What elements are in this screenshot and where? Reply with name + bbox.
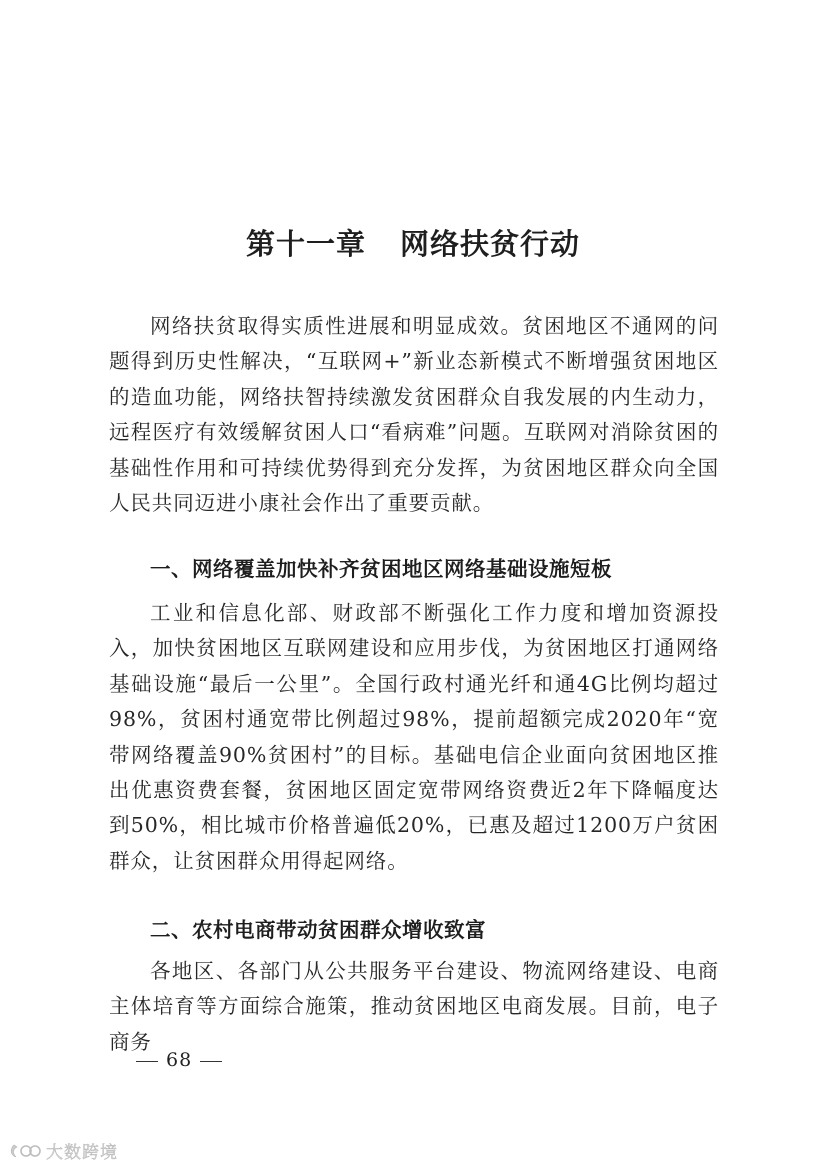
page-number [128,1049,230,1071]
watermark-text: 大数跨境 [46,1143,118,1163]
chapter-number-label: 第十一章 [245,227,366,261]
chapter-title [0,222,826,263]
page-number-dash-left [136,1061,158,1062]
section-network-coverage-paragraph: 工业和信息化部、财政部不断强化工作力度和增加资源投入，加快贫困地区互联网建设和应用步伐，为贫困地区打通网络基础设施“最后一公里”。全国行政村通光纤和通4G比例均超过98%，贫困村通宽带比例超过98%，提前超额完成2020年“宽带网络覆盖90%贫困村”的目标。基础电信企业面向贫困地区推出优惠资费套餐，贫困地区固定宽带网络资费近2年下降幅度达到50%，相比城市价格普遍低20%，已惠及超过1200万户贫困群众，让贫困群众用得起网络。 [109,601,719,873]
page-number-dash-right [200,1061,222,1062]
section-heading-network-coverage: 一、网络覆盖加快补齐贫困地区网络基础设施短板 [150,557,612,581]
intro-paragraph: 网络扶贫取得实质性进展和明显成效。贫困地区不通网的问题得到历史性解决，“互联网+”新业态新模式不断增强贫困地区的造血功能，网络扶智持续激发贫困群众自我发展的内生动力，远程医疗有效缓解贫困人口“看病难”问题。互联网对消除贫困的基础性作用和可持续优势得到充分发挥，为贫困地区群众向全国人民共同迈进小康社会作出了重要贡献。 [109,314,719,516]
section-rural-ecommerce-body [109,954,719,1060]
section-network-coverage-body [109,596,719,879]
page-number-value: 68 [166,1049,193,1071]
section-heading-rural-ecommerce: 二、农村电商带动贫困群众增收致富 [150,918,486,942]
chapter-title-text: 网络扶贫行动 [400,227,581,261]
intro-section [109,309,719,521]
watermark [8,1138,118,1163]
section-rural-ecommerce-paragraph: 各地区、各部门从公共服务平台建设、物流网络建设、电商主体培育等方面综合施策，推动贫困地区电商发展。目前，电子商务 [109,959,719,1054]
watermark-logo-icon [8,1141,42,1161]
